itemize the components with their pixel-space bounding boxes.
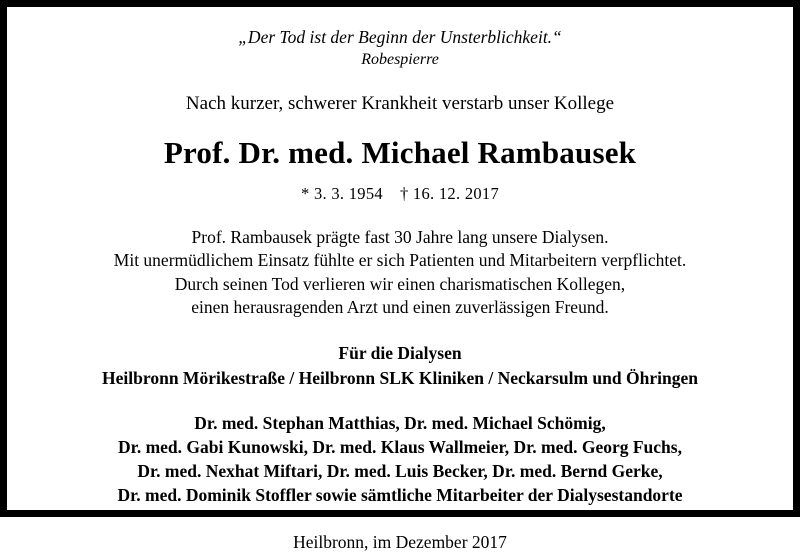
signer-line: Dr. med. Nexhat Miftari, Dr. med. Luis Becker, Dr. med. Bernd Gerke, [137,460,663,481]
quote-text: „Der Tod ist der Beginn der Unsterblichkeit.“ [238,27,562,47]
quote-author: Robespierre [361,50,439,68]
life-dates [37,183,763,204]
signer-line: Dr. med. Dominik Stoffler sowie sämtliche Mitarbeiter der Dialysestandorte [117,484,683,505]
tribute-line: Mit unermüdlichem Einsatz fühlte er sich Patienten und Mitarbeitern verpflichtet. [113,250,687,271]
tribute-text [37,226,763,319]
birth-date: * 3. 3. 1954 [300,183,383,203]
place-and-date: Heilbronn, im Dezember 2017 [293,532,507,553]
death-date: † 16. 12. 2017 [399,183,500,203]
intro-text: Nach kurzer, schwerer Krankheit verstarb unser Kollege [185,92,615,114]
tribute-line: einen herausragenden Arzt und einen zuverlässigen Freund. [191,296,609,317]
tribute-line: Durch seinen Tod verlieren wir einen charismatischen Kollegen, [174,273,626,294]
signers-list [37,411,763,508]
deceased-name: Prof. Dr. med. Michael Rambausek [163,135,637,171]
department-label: Für die Dialysen [338,343,462,364]
signer-line: Dr. med. Gabi Kunowski, Dr. med. Klaus Wallmeier, Dr. med. Georg Fuchs, [118,436,682,457]
signer-line: Dr. med. Stephan Matthias, Dr. med. Michael Schömig, [194,412,606,433]
locations-text: Heilbronn Mörikestraße / Heilbronn SLK Kliniken / Neckarsulm und Öhringen [102,367,698,388]
tribute-line: Prof. Rambausek prägte fast 30 Jahre lang unsere Dialysen. [191,226,609,247]
